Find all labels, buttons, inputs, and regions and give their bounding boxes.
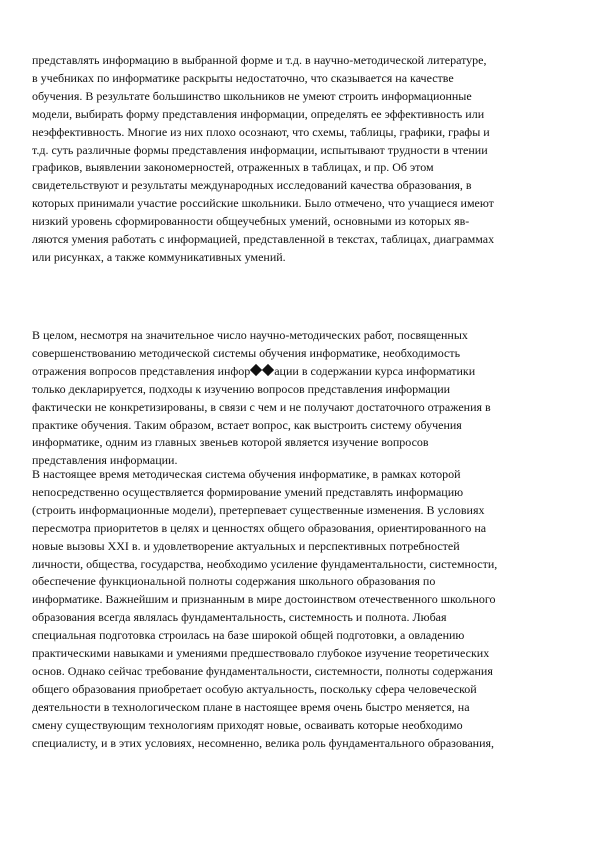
text-line: совершенствованию методической системы обучения информатике, необходимость	[32, 345, 461, 360]
text-line: В целом, несмотря на значительное число научно-методических работ, посвященных	[32, 328, 468, 342]
text-line: практическими навыками и умениями предшествовало глубокое изучение теоретических	[32, 646, 490, 661]
paragraph-2	[32, 327, 572, 470]
text-line: специалисту, и в этих условиях, несомненно, велика роль фундаментального образования,	[32, 735, 495, 750]
text-line: неэффективность. Многие из них плохо осознают, что схемы, таблицы, графики, графы и	[32, 124, 490, 139]
text-line: т.д. суть различные формы представления информации, испытывают трудности в чтении	[32, 142, 488, 157]
paragraph-3	[32, 466, 572, 753]
text-line: смену существующим технологиям приходят новые, осваивать которые необходимо	[32, 717, 463, 732]
paragraph-1	[32, 52, 572, 267]
text-line: пересмотра приоритетов в целях и ценностях общего образования, ориентированного на	[32, 520, 487, 535]
text-line: низкий уровень сформированности общеучебных умений, основными из которых яв-	[32, 214, 470, 229]
text-line: которых принимали участие российские школьники. Было отмечено, что учащиеся имеют	[32, 196, 494, 211]
replacement-glyph-icon	[250, 364, 262, 376]
text-line-with-glyph	[32, 363, 572, 381]
text-line: непосредственно осуществляется формирование умений представлять информацию	[32, 484, 464, 499]
text-line: новые вызовы XXI в. и удовлетворение актуальных и перспективных потребностей	[32, 538, 460, 553]
text-line: обеспечение функциональной полноты содержания школьного образования по	[32, 574, 436, 589]
text-line: информатике. Важнейшим и признанным в мире достоинством отечественного школьного	[32, 592, 496, 607]
text-line: образования всегда являлась фундаментальность, системность и полнота. Любая	[32, 610, 447, 625]
text-line: (строить информационные модели), претерпевает существенные изменения. В условиях	[32, 502, 485, 517]
text-segment: ации в содержании курса информатики	[274, 363, 476, 378]
text-segment: отражения вопросов представления инфор	[32, 363, 251, 378]
text-line: общего образования приобретает особую актуальность, поскольку сфера человеческой	[32, 681, 477, 696]
replacement-glyph-icon	[262, 364, 274, 376]
text-line: или рисунках, а также коммуникативных умений.	[32, 249, 286, 264]
text-line: основ. Однако сейчас требование фундаментальности, системности, полноты содержания	[32, 663, 493, 678]
text-line: представления информации.	[32, 453, 178, 468]
text-line: представлять информацию в выбранной форме и т.д. в научно-методической литературе,	[32, 53, 487, 67]
text-line: деятельности в технологическом плане в настоящее время очень быстро меняется, на	[32, 699, 470, 714]
text-line: практике обучения. Таким образом, встает вопрос, как выстроить систему обучения	[32, 417, 462, 432]
text-line: в учебниках по информатике раскрыты недостаточно, что сказывается на качестве	[32, 70, 454, 85]
text-line: только декларируется, подходы к изучению вопросов представления информации	[32, 381, 451, 396]
text-line: ляются умения работать с информацией, представленной в текстах, таблицах, диаграммах	[32, 232, 495, 247]
text-line: личности, общества, государства, необходимо усиление фундаментальности, системности,	[32, 556, 498, 571]
text-line: графиков, выявлении закономерностей, отраженных в таблицах, и пр. Об этом	[32, 160, 434, 175]
text-line: обучения. В результате большинство школьников не умеют строить информационные	[32, 88, 472, 103]
text-line: информатике, одним из главных звеньев которой является изучение вопросов	[32, 435, 429, 450]
text-line: свидетельствуют и результаты международных исследований качества образования, в	[32, 178, 472, 193]
text-line: фактически не конкретизированы, в связи с чем и не получают достаточного отражения в	[32, 399, 491, 414]
text-line: модели, выбирать форму представления информации, определять ее эффективность или	[32, 106, 485, 121]
text-line: В настоящее время методическая система обучения информатике, в рамках которой	[32, 467, 461, 481]
text-line: специальная подготовка строилась на базе широкой общей подготовки, а овладению	[32, 628, 465, 643]
